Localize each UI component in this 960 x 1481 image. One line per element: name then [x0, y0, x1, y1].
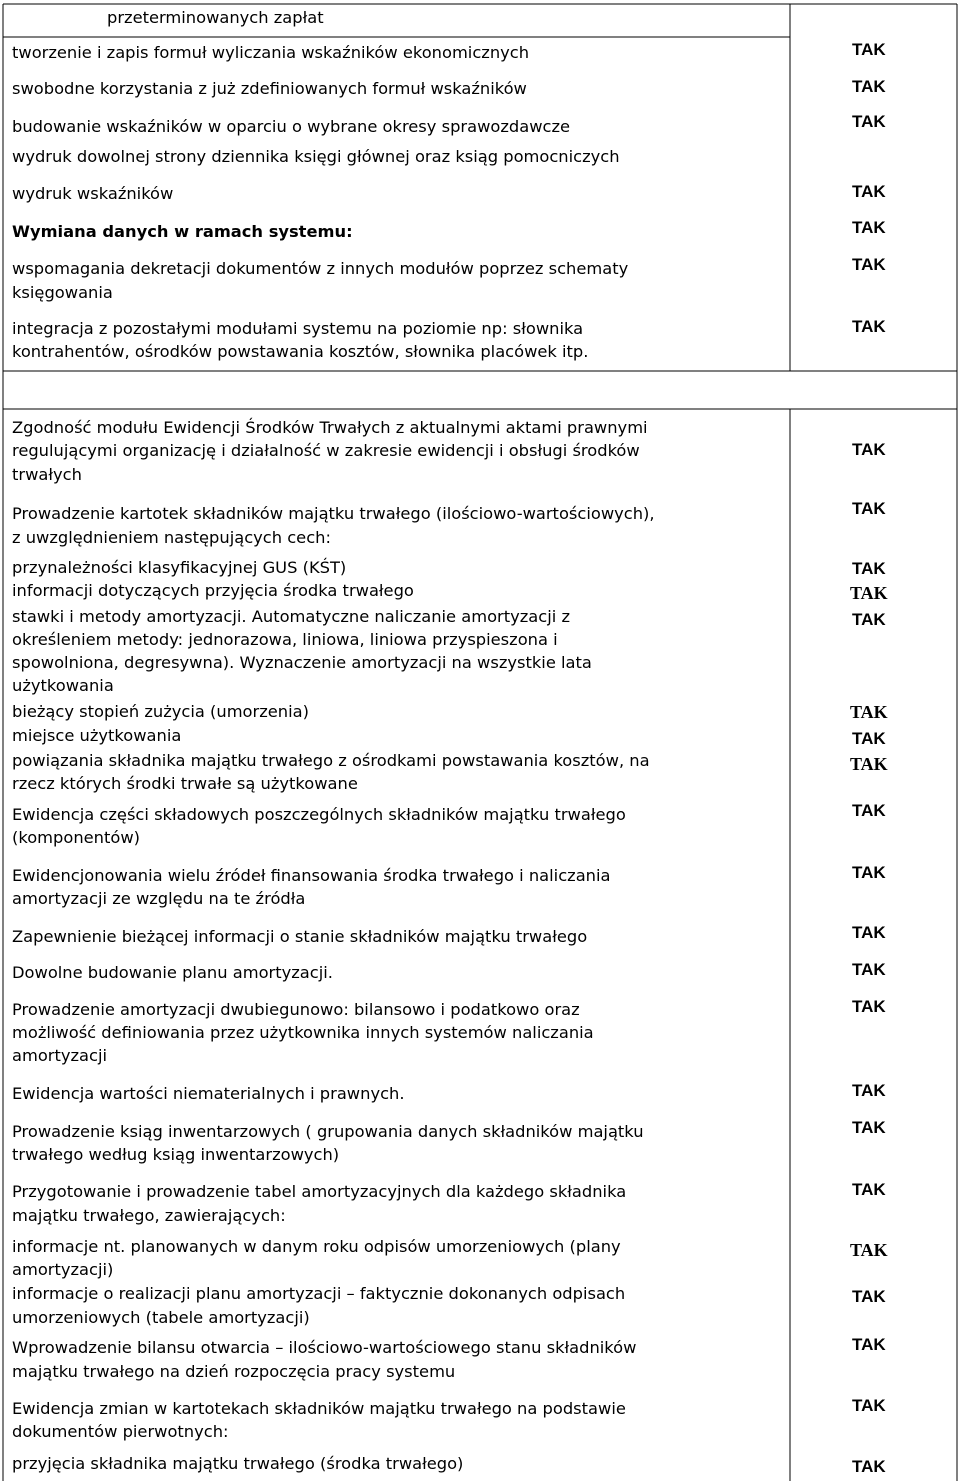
requirement-text: wydruk dowolnej strony dziennika księgi głównej oraz ksiąg pomocniczych — [12, 147, 620, 166]
answer-value: TAK — [852, 1118, 886, 1137]
requirement-text: informacji dotyczących przyjęcia środka trwałego — [12, 581, 414, 600]
answer-value: TAK — [850, 583, 888, 603]
requirement-text: stawki i metody amortyzacji. Automatyczne naliczanie amortyzacji z — [12, 607, 571, 626]
continued-text: przeterminowanych zapłat — [107, 8, 324, 27]
requirement-text: amortyzacji) — [12, 1260, 114, 1279]
requirement-text: amortyzacji ze względu na te źródła — [12, 889, 306, 908]
requirement-text: Dowolne budowanie planu amortyzacji. — [12, 963, 333, 982]
requirement-text: Prowadzenie ksiąg inwentarzowych ( grupowania danych składników majątku — [12, 1122, 644, 1141]
requirement-text: Zgodność modułu Ewidencji Środków Trwałych z aktualnymi aktami prawnymi — [12, 418, 648, 437]
answer-value: TAK — [852, 77, 886, 96]
answer-value: TAK — [850, 1240, 888, 1260]
requirement-text: integracja z pozostałymi modułami systemu na poziomie np: słownika — [12, 319, 584, 338]
requirement-text: miejsce użytkowania — [12, 726, 182, 745]
answer-value: TAK — [852, 1287, 886, 1306]
answer-value: TAK — [852, 1180, 886, 1199]
answer-value: TAK — [852, 112, 886, 131]
requirement-text: wydruk wskaźników — [12, 184, 174, 203]
requirement-text: Zapewnienie bieżącej informacji o stanie składników majątku trwałego — [12, 927, 588, 946]
answer-value: TAK — [852, 440, 886, 459]
answer-value: TAK — [852, 1081, 886, 1100]
requirement-text: bieżący stopień zużycia (umorzenia) — [12, 702, 309, 721]
answer-value: TAK — [852, 218, 886, 237]
requirement-text: Przygotowanie i prowadzenie tabel amortyzacyjnych dla każdego składnika — [12, 1182, 627, 1201]
requirement-text: rzecz których środki trwałe są użytkowane — [12, 774, 358, 793]
requirement-text: umorzeniowych (tabele amortyzacji) — [12, 1308, 310, 1327]
requirement-text: księgowania — [12, 283, 113, 302]
answer-value: TAK — [852, 255, 886, 274]
requirement-text: powiązania składnika majątku trwałego z ośrodkami powstawania kosztów, na — [12, 751, 650, 770]
requirement-text: regulującymi organizację i działalność w zakresie ewidencji i obsługi środków — [12, 441, 640, 460]
requirement-text: dokumentów pierwotnych: — [12, 1422, 229, 1441]
requirement-text: Ewidencja części składowych poszczególnych składników majątku trwałego — [12, 805, 626, 824]
requirement-text: spowolniona, degresywna). Wyznaczenie amortyzacji na wszystkie lata — [12, 653, 592, 672]
answer-value: TAK — [852, 317, 886, 336]
answer-value: TAK — [852, 960, 886, 979]
answer-value: TAK — [852, 1335, 886, 1354]
requirement-text: majątku trwałego na dzień rozpoczęcia pracy systemu — [12, 1362, 456, 1381]
requirement-text: możliwość definiowania przez użytkownika innych systemów naliczania — [12, 1023, 594, 1042]
requirement-text: Prowadzenie kartotek składników majątku trwałego (ilościowo-wartościowych), — [12, 504, 655, 523]
answer-value: TAK — [852, 182, 886, 201]
requirement-text: informacje nt. planowanych w danym roku odpisów umorzeniowych (plany — [12, 1237, 621, 1256]
answer-value: TAK — [850, 754, 888, 774]
answer-value: TAK — [852, 40, 886, 59]
requirement-text: określeniem metody: jednorazowa, liniowa, liniowa przyspieszona i — [12, 630, 558, 649]
answer-value: TAK — [852, 863, 886, 882]
requirement-text: z uwzględnieniem następujących cech: — [12, 528, 331, 547]
answer-value: TAK — [852, 559, 886, 578]
requirement-text: amortyzacji — [12, 1046, 108, 1065]
requirement-text: majątku trwałego, zawierających: — [12, 1206, 286, 1225]
requirement-text: trwałych — [12, 465, 82, 484]
requirement-text: kontrahentów, ośrodków powstawania kosztów, słownika placówek itp. — [12, 342, 589, 361]
requirement-text: Wprowadzenie bilansu otwarcia – ilościowo-wartościowego stanu składników — [12, 1338, 637, 1357]
requirement-text: budowanie wskaźników w oparciu o wybrane okresy sprawozdawcze — [12, 117, 571, 136]
requirement-text: Ewidencja zmian w kartotekach składników majątku trwałego na podstawie — [12, 1399, 626, 1418]
requirement-text: wspomagania dekretacji dokumentów z innych modułów poprzez schematy — [12, 259, 629, 278]
requirement-text: Ewidencja wartości niematerialnych i prawnych. — [12, 1084, 405, 1103]
requirement-text: (komponentów) — [12, 828, 140, 847]
answer-value: TAK — [852, 1457, 886, 1476]
answer-value: TAK — [852, 923, 886, 942]
requirement-text: Ewidencjonowania wielu źródeł finansowania środka trwałego i naliczania — [12, 866, 611, 885]
requirement-text: Prowadzenie amortyzacji dwubiegunowo: bilansowo i podatkowo oraz — [12, 1000, 580, 1019]
requirement-text: Wymiana danych w ramach systemu: — [12, 222, 353, 241]
answer-value: TAK — [852, 729, 886, 748]
answer-value: TAK — [852, 610, 886, 629]
requirement-text: przyjęcia składnika majątku trwałego (środka trwałego) — [12, 1454, 464, 1473]
answer-value: TAK — [850, 702, 888, 722]
answer-value: TAK — [852, 499, 886, 518]
requirement-text: informacje o realizacji planu amortyzacji – faktycznie dokonanych odpisach — [12, 1284, 626, 1303]
answer-value: TAK — [852, 997, 886, 1016]
requirement-text: swobodne korzystania z już zdefiniowanych formuł wskaźników — [12, 79, 527, 98]
answer-value: TAK — [852, 1396, 886, 1415]
requirement-text: trwałego według ksiąg inwentarzowych) — [12, 1145, 340, 1164]
requirement-text: użytkowania — [12, 676, 114, 695]
answer-value: TAK — [852, 801, 886, 820]
requirement-text: tworzenie i zapis formuł wyliczania wskaźników ekonomicznych — [12, 43, 530, 62]
requirement-text: przynależności klasyfikacyjnej GUS (KŚT) — [12, 558, 347, 577]
